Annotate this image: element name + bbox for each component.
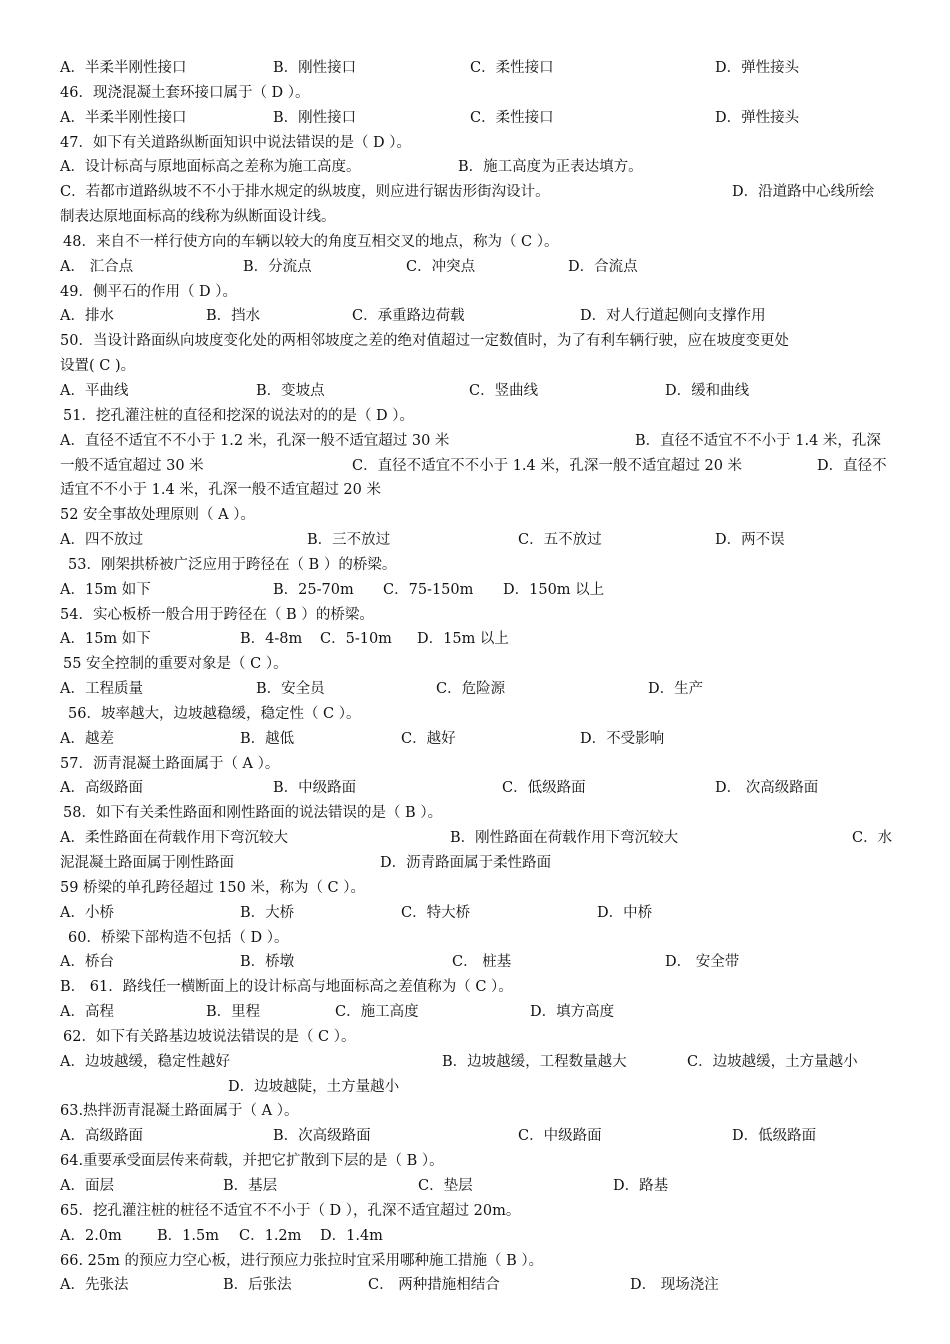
option-text: C．五不放过 <box>518 532 602 549</box>
option-text: B．越低 <box>240 730 295 747</box>
option-text: C． 两种措施相结合 <box>368 1277 500 1294</box>
option-text: C．越好 <box>401 730 456 747</box>
text-line <box>60 1249 900 1274</box>
line-text: A．柔性路面在荷载作用下弯沉较大 <box>60 830 288 847</box>
line-text: C．若都市道路纵坡不不小于排水规定的纵坡度，则应进行锯齿形街沟设计。 <box>60 184 550 201</box>
option-text: B．边坡越缓，工程数量越大 <box>442 1053 627 1070</box>
text-line <box>60 975 900 1000</box>
text-line <box>60 603 900 628</box>
line-text: A．15m 如下 <box>60 631 151 648</box>
line-text: 适宜不不小于 1.4 米，孔深一般不适宜超过 20 米 <box>60 482 381 499</box>
option-text: D．弹性接头 <box>715 60 800 76</box>
option-text: B．后张法 <box>223 1277 292 1294</box>
option-text: D．沥青路面属于柔性路面 <box>380 855 552 871</box>
text-line <box>60 1224 900 1249</box>
line-text: 65．挖孔灌注桩的桩径不适宜不不小于（ D ），孔深不适宜超过 20m。 <box>60 1202 521 1219</box>
line-text: A．越差 <box>60 730 114 747</box>
option-text: B．基层 <box>223 1177 278 1194</box>
option-text: D．两不误 <box>715 532 785 549</box>
line-text: A．半柔半刚性接口 <box>60 109 187 126</box>
option-text: C．冲突点 <box>406 258 476 275</box>
text-line <box>60 379 900 404</box>
line-text: 60．桥梁下部构造不包括（ D ）。 <box>68 929 289 946</box>
text-line <box>60 354 900 379</box>
option-text: D．低级路面 <box>732 1128 817 1145</box>
text-line <box>60 677 900 702</box>
option-text: D．不受影响 <box>580 730 665 747</box>
line-text: A．半柔半刚性接口 <box>60 60 187 76</box>
option-text: D． 次高级路面 <box>715 780 819 797</box>
option-text: D．生产 <box>648 681 704 698</box>
line-text: 一般不适宜超过 30 米 <box>60 457 204 474</box>
line-text: A．面层 <box>60 1177 114 1194</box>
text-line <box>60 801 900 826</box>
option-text: C．危险源 <box>436 681 506 698</box>
text-line <box>60 776 900 801</box>
option-text: C．中级路面 <box>518 1128 602 1145</box>
option-text: D．中桥 <box>597 904 653 921</box>
option-text: D． 现场浇注 <box>630 1277 719 1294</box>
option-text: B．1.5m <box>157 1227 219 1244</box>
option-text: D．缓和曲线 <box>665 382 750 399</box>
text-line <box>60 106 900 131</box>
line-text: A．设计标高与原地面标高之差称为施工高度。 <box>60 159 361 176</box>
line-text: 52 安全事故处理原则（ A ）。 <box>60 507 255 524</box>
text-line <box>60 652 900 677</box>
text-line <box>60 752 900 777</box>
text-line <box>60 429 900 454</box>
text-line <box>60 205 900 230</box>
line-text: A．桥台 <box>60 954 114 971</box>
option-text: D． 安全带 <box>665 954 740 971</box>
line-text: 制表达原地面标高的线称为纵断面设计线。 <box>60 209 336 226</box>
line-text: 66. 25m 的预应力空心板，进行预应力张拉时宜采用哪种施工措施（ B ）。 <box>60 1252 544 1269</box>
line-text: A．四不放过 <box>60 532 143 549</box>
line-text: 63.热拌沥青混凝土路面属于（ A ）。 <box>60 1103 299 1120</box>
text-line <box>60 851 900 876</box>
text-line <box>60 304 900 329</box>
text-line <box>60 1000 900 1025</box>
option-text: B．25-70m <box>273 581 354 598</box>
text-line <box>60 826 900 851</box>
text-line <box>60 950 900 975</box>
option-text: B．变坡点 <box>256 382 325 399</box>
option-text: C．承重路边荷载 <box>352 308 465 325</box>
line-text: A．高级路面 <box>60 1128 143 1145</box>
text-line <box>60 255 900 280</box>
option-text: C． 桩基 <box>452 954 512 971</box>
option-text: B．次高级路面 <box>273 1128 371 1145</box>
option-text: D．1.4m <box>320 1227 383 1244</box>
option-text: D．直径不 <box>817 457 887 474</box>
line-text: 泥混凝土路面属于刚性路面 <box>60 855 234 871</box>
option-text: D．填方高度 <box>530 1004 615 1021</box>
line-text: 54．实心板桥一般合用于跨径在（ B ）的桥梁。 <box>60 606 374 623</box>
line-text: 56．坡率越大，边坡越稳缓，稳定性（ C ）。 <box>68 705 361 722</box>
text-line <box>60 131 900 156</box>
option-text: B．挡水 <box>206 308 261 325</box>
option-text: C．1.2m <box>239 1227 302 1244</box>
text-line <box>60 81 900 106</box>
option-text: D．150m 以上 <box>503 581 605 598</box>
document-page <box>60 56 900 1298</box>
option-text: D．对人行道起侧向支撑作用 <box>580 308 766 325</box>
line-text: 62．如下有关路基边坡说法错误的是（ C ）。 <box>63 1028 356 1045</box>
option-text: B．直径不适宜不不小于 1.4 米，孔深 <box>635 432 881 449</box>
text-line <box>60 454 900 479</box>
line-text: A．2.0m <box>60 1227 122 1244</box>
option-text: B．大桥 <box>240 904 295 921</box>
option-text: C．75-150m <box>383 581 474 598</box>
text-line <box>60 503 900 528</box>
option-text: B．中级路面 <box>273 780 357 797</box>
text-line <box>60 578 900 603</box>
text-line <box>60 1174 900 1199</box>
text-line <box>60 901 900 926</box>
text-line <box>60 1099 900 1124</box>
option-text: C．柔性接口 <box>470 60 554 76</box>
line-text: 55 安全控制的重要对象是（ C ）。 <box>63 656 288 673</box>
text-line <box>60 1124 900 1149</box>
line-text: 48．来自不一样行使方向的车辆以较大的角度互相交叉的地点，称为（ C ）。 <box>63 233 559 250</box>
text-line <box>60 1050 900 1075</box>
option-text: B．安全员 <box>256 681 325 698</box>
option-text: B．4-8m <box>240 631 303 648</box>
line-text: 64.重要承受面层传来荷载，并把它扩散到下层的是（ B ）。 <box>60 1153 444 1170</box>
line-text: B． 61．路线任一横断面上的设计标高与地面标高之差值称为（ C ）。 <box>60 979 513 996</box>
text-line <box>60 1075 900 1100</box>
text-line <box>60 280 900 305</box>
text-line <box>60 230 900 255</box>
option-text: C．特大桥 <box>401 904 471 921</box>
text-line <box>60 727 900 752</box>
line-text: 51．挖孔灌注桩的直径和挖深的说法对的的是（ D ）。 <box>63 407 415 424</box>
text-line <box>60 404 900 429</box>
line-text: A．高级路面 <box>60 780 143 797</box>
line-text: 50．当设计路面纵向坡度变化处的两相邻坡度之差的绝对值超过一定数值时，为了有利车辆行驶，应在坡度变更处 <box>60 333 789 350</box>
option-text: D．合流点 <box>568 258 638 275</box>
line-text: A．先张法 <box>60 1277 129 1294</box>
line-text: 46．现浇混凝土套环接口属于（ D ）。 <box>60 84 310 101</box>
text-line <box>60 926 900 951</box>
option-text: C．施工高度 <box>335 1004 419 1021</box>
text-line <box>60 478 900 503</box>
line-text: A． 汇合点 <box>60 258 134 275</box>
option-text: C．边坡越缓，土方量越小 <box>687 1053 858 1070</box>
line-text: D．边坡越陡，土方量越小 <box>228 1078 400 1095</box>
line-text: 59 桥梁的单孔跨径超过 150 米，称为（ C ）。 <box>60 879 366 896</box>
line-text: A．15m 如下 <box>60 581 151 598</box>
line-text: A．排水 <box>60 308 114 325</box>
text-line <box>60 1025 900 1050</box>
line-text: 47．如下有关道路纵断面知识中说法错误的是（ D ）。 <box>60 134 412 151</box>
line-text: A．边坡越缓，稳定性越好 <box>60 1053 230 1070</box>
line-text: 49．侧平石的作用（ D ）。 <box>60 283 238 300</box>
line-text: A．高程 <box>60 1004 114 1021</box>
option-text: B．刚性接口 <box>273 60 357 76</box>
line-text: A．平曲线 <box>60 382 129 399</box>
option-text: B．刚性接口 <box>273 109 357 126</box>
text-line <box>60 627 900 652</box>
line-text: 57．沥青混凝土路面属于（ A ）。 <box>60 755 280 772</box>
option-text: B．三不放过 <box>307 532 391 549</box>
option-text: B．施工高度为正表达填方。 <box>458 159 643 176</box>
line-text: A．直径不适宜不不小于 1.2 米，孔深一般不适宜超过 30 米 <box>60 432 450 449</box>
line-text: 58．如下有关柔性路面和刚性路面的说法错误的是（ B ）。 <box>63 805 443 822</box>
option-text: D．15m 以上 <box>417 631 509 648</box>
text-line <box>60 329 900 354</box>
option-text: D．沿道路中心线所绘 <box>732 184 875 201</box>
option-text: C．水 <box>852 830 893 847</box>
text-line <box>60 876 900 901</box>
text-line <box>60 528 900 553</box>
option-text: C．低级路面 <box>502 780 586 797</box>
option-text: C．直径不适宜不不小于 1.4 米，孔深一般不适宜超过 20 米 <box>352 457 743 474</box>
text-line <box>60 1273 900 1298</box>
text-line <box>60 1199 900 1224</box>
text-line <box>60 155 900 180</box>
option-text: D．路基 <box>613 1177 669 1194</box>
option-text: C．垫层 <box>418 1177 473 1194</box>
text-line <box>60 56 900 81</box>
option-text: D．弹性接头 <box>715 109 800 126</box>
option-text: B．刚性路面在荷载作用下弯沉较大 <box>450 830 679 847</box>
line-text: 设置( C )。 <box>60 358 136 375</box>
text-line <box>60 180 900 205</box>
line-text: A．小桥 <box>60 904 114 921</box>
option-text: B．桥墩 <box>240 954 295 971</box>
text-line <box>60 553 900 578</box>
option-text: C．5-10m <box>320 631 392 648</box>
line-text: A．工程质量 <box>60 681 143 698</box>
line-text: 53．刚架拱桥被广泛应用于跨径在（ B ）的桥梁。 <box>68 556 397 573</box>
option-text: C．柔性接口 <box>470 109 554 126</box>
option-text: B．里程 <box>206 1004 261 1021</box>
option-text: B．分流点 <box>243 258 312 275</box>
text-line <box>60 1149 900 1174</box>
text-line <box>60 702 900 727</box>
option-text: C．竖曲线 <box>469 382 539 399</box>
